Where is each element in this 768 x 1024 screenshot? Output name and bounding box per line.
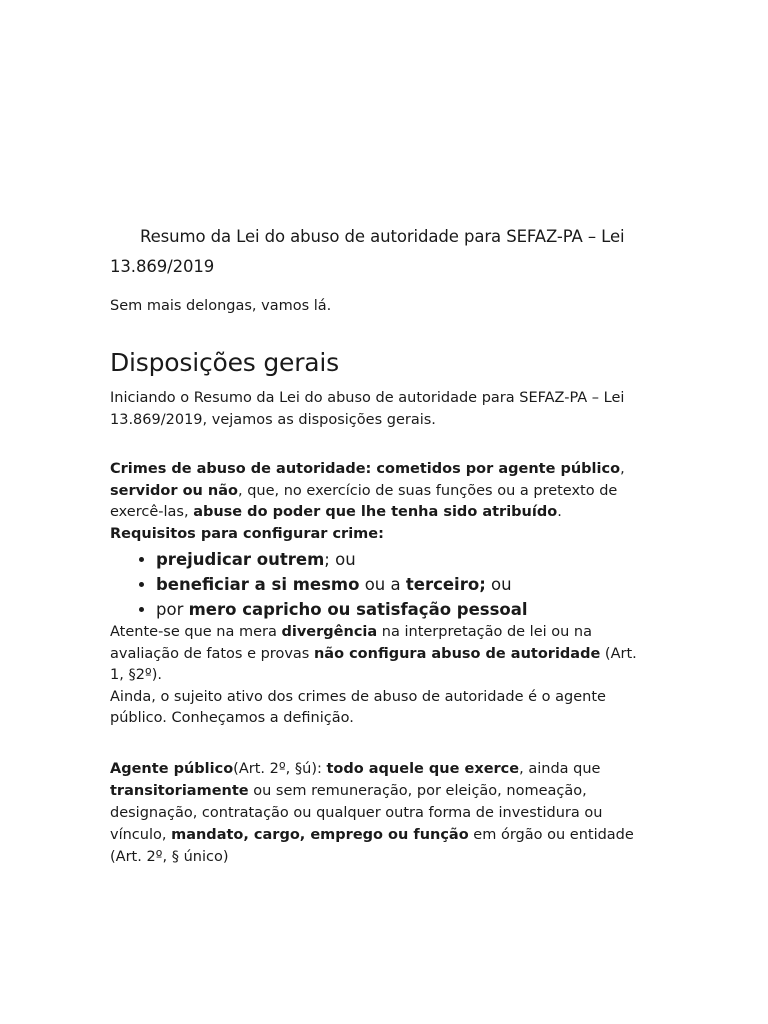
text-segment: (Art. 1, §2º). bbox=[110, 645, 637, 683]
requisitos-text: Requisitos para configurar crime: bbox=[110, 525, 384, 542]
list-item bbox=[156, 597, 655, 622]
list-item bbox=[156, 572, 655, 597]
intro-text: Sem mais delongas, vamos lá. bbox=[110, 298, 332, 314]
bold-segment: divergência bbox=[281, 624, 378, 640]
list-item-text: por bbox=[156, 600, 189, 619]
text-segment: (Art. 2º, §ú): bbox=[233, 760, 327, 777]
text-segment: na interpretação de lei ou na avaliação de fatos e provas bbox=[110, 624, 593, 662]
requisitos-label bbox=[110, 524, 655, 546]
abuse-text: abuse do poder que lhe tenha sido atribuído bbox=[193, 504, 558, 520]
list-item bbox=[156, 547, 655, 572]
bold-segment: mandato, cargo, emprego ou função bbox=[171, 826, 469, 843]
list-item-text: ou bbox=[485, 575, 512, 594]
atente-paragraph bbox=[110, 622, 655, 687]
text-segment: Atente-se que na mera bbox=[110, 624, 282, 640]
document-title: Resumo da Lei do abuso de autoridade para SEFAZ-PA – Lei 13.869/2019 bbox=[110, 227, 625, 276]
text-segment: , bbox=[620, 461, 625, 477]
crimes-definition bbox=[110, 459, 655, 730]
text-segment: . bbox=[557, 504, 562, 520]
bold-segment: todo aquele que exerce bbox=[326, 760, 520, 777]
text-segment: em órgão ou entidade (Art. 2º, § único) bbox=[110, 826, 634, 865]
section-lead: Iniciando o Resumo da Lei do abuso de autoridade para SEFAZ-PA – Lei 13.869/2019, vejamos as disposições gerais. bbox=[110, 390, 625, 428]
servidor-text: servidor ou não bbox=[110, 482, 238, 499]
text-segment: , ainda que bbox=[519, 760, 601, 777]
list-item-text: ; ou bbox=[324, 550, 356, 569]
text-segment: ou sem remuneração, por eleição, nomeação, designação, contratação ou qualquer outra forma de investidura ou vínculo, bbox=[110, 782, 603, 843]
list-item-bold: beneficiar a si mesmo bbox=[156, 575, 360, 594]
list-item-bold: terceiro; bbox=[405, 575, 486, 594]
list-item-bold: mero capricho ou satisfação pessoal bbox=[188, 600, 528, 619]
sujeito-ativo-paragraph: Ainda, o sujeito ativo dos crimes de abuso de autoridade é o agente público. Conheçamos a definição. bbox=[110, 688, 606, 726]
agente-paragraph bbox=[110, 758, 655, 868]
crimes-paragraph bbox=[110, 459, 655, 524]
agente-definition bbox=[110, 758, 655, 868]
bold-segment: transitoriamente bbox=[110, 782, 249, 799]
section-heading: Disposições gerais bbox=[110, 348, 339, 377]
list-item-text: ou a bbox=[359, 575, 406, 594]
bold-segment: Agente público bbox=[110, 760, 234, 777]
bold-segment: não configura abuso de autoridade bbox=[313, 645, 601, 662]
list-item-bold: prejudicar outrem bbox=[156, 550, 325, 569]
text-segment: , que, no exercício de suas funções ou a pretexto de exercê-las, bbox=[110, 482, 618, 520]
crimes-label: Crimes de abuso de autoridade: cometidos por agente público bbox=[110, 461, 621, 477]
document-page bbox=[110, 222, 655, 868]
requisitos-list bbox=[110, 547, 655, 622]
